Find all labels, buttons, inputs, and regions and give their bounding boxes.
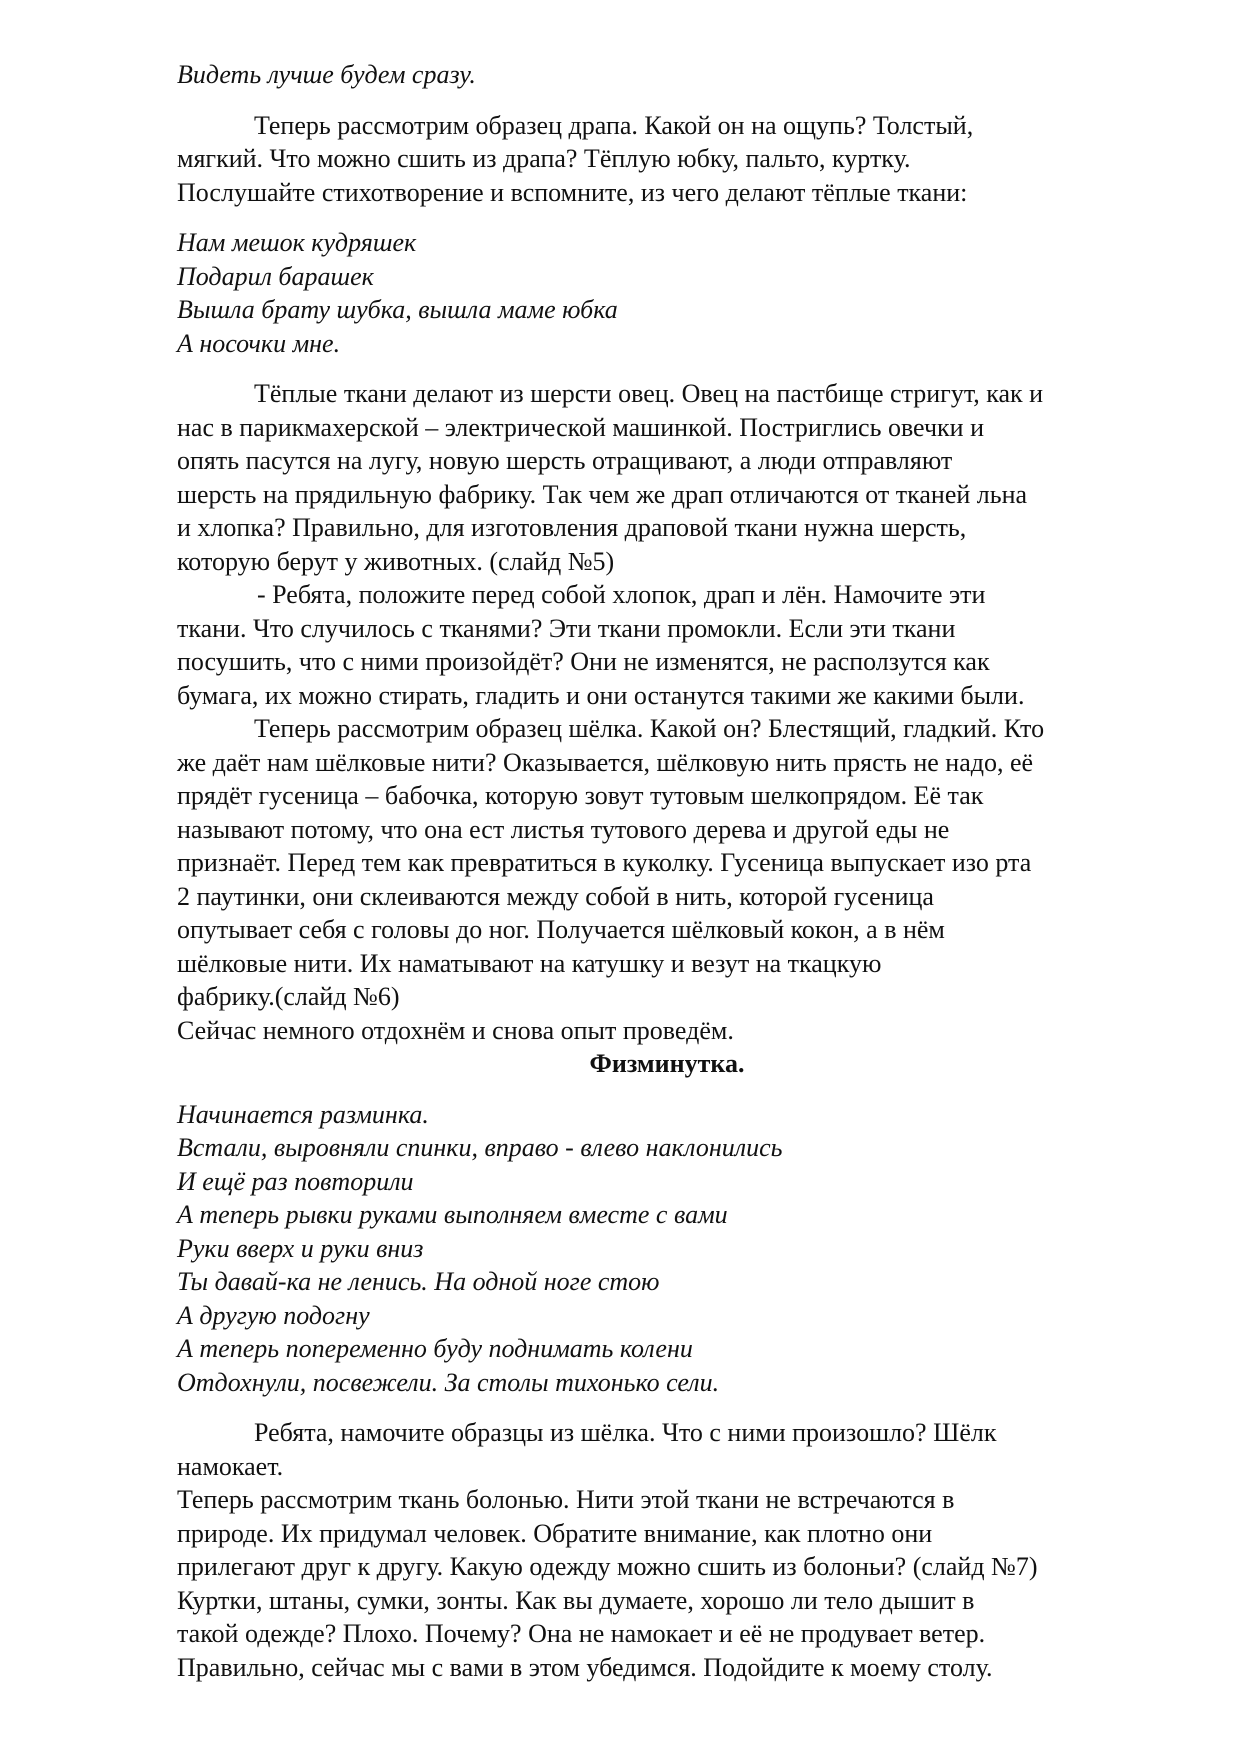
text-line: Куртки, штаны, сумки, зонты. Как вы думаете, хорошо ли тело дышит в	[177, 1585, 975, 1615]
text-line: Правильно, сейчас мы с вами в этом убедимся. Подойдите к моему столу.	[177, 1652, 993, 1682]
paragraph-gap	[177, 209, 1157, 226]
text-line: Видеть лучше будем сразу.	[177, 60, 476, 89]
paragraph-gap	[177, 360, 1157, 377]
text-line: прядёт гусеница – бабочка, которую зовут тутовым шелкопрядом. Её так	[177, 781, 984, 810]
text-line: Теперь рассмотрим образец драпа. Какой он на ощупь? Толстый,	[254, 110, 974, 140]
text-line: мягкий. Что можно сшить из драпа? Тёплую юбку, пальто, куртку.	[177, 144, 911, 173]
text-line: шёлковые нити. Их наматывают на катушку и везут на ткацкую	[177, 948, 882, 978]
text-line: - Ребята, положите перед собой хлопок, драп и лён. Намочите эти	[257, 580, 986, 609]
text-line: Послушайте стихотворение и вспомните, из чего делают тёплые ткани:	[177, 177, 968, 207]
poem-line: Подарил барашек	[177, 261, 374, 291]
poem-line: Нам мешок кудряшек	[177, 228, 417, 257]
exercise-poem	[177, 1098, 1157, 1400]
paragraph-gap	[177, 1399, 1157, 1416]
text-line: прилегают друг к другу. Какую одежду можно сшить из болоньи? (слайд №7)	[177, 1552, 1038, 1581]
text-line: Ребята, намочите образцы из шёлка. Что с ними произошло? Шёлк	[254, 1418, 997, 1447]
text-line: которую берут у животных. (слайд №5)	[177, 546, 615, 576]
paragraph-experiment	[177, 578, 1157, 712]
poem-line: Отдохнули, посвежели. За столы тихонько сели.	[177, 1367, 720, 1397]
text-line: Теперь рассмотрим ткань болонью. Нити этой ткани не встречаются в	[177, 1485, 955, 1514]
poem-line: Начинается разминка.	[177, 1099, 429, 1129]
text-line: Теперь рассмотрим образец шёлка. Какой он? Блестящий, гладкий. Кто	[254, 714, 1045, 743]
poem-line: Вышла брату шубка, вышла маме юбка	[177, 295, 618, 324]
text-line: бумага, их можно стирать, гладить и они останутся такими же какими были.	[177, 680, 1025, 710]
text-line: Сейчас немного отдохнём и снова опыт проведём.	[177, 1015, 734, 1045]
text-line: Тёплые ткани делают из шерсти овец. Овец на пастбище стригут, как и	[254, 379, 1044, 408]
exercise-heading: Физминутка.	[589, 1049, 745, 1078]
text-line: природе. Их придумал человек. Обратите внимание, как плотно они	[177, 1518, 933, 1548]
text-line: шерсть на прядильную фабрику. Так чем же драп отличаются от тканей льна	[177, 479, 1028, 509]
poem-line: Ты давай-ка не ленись. На одной ноге стою	[177, 1267, 660, 1296]
paragraph-gap	[177, 92, 1157, 109]
text-line: ткани. Что случилось с тканями? Эти ткани промокли. Если эти ткани	[177, 613, 956, 643]
paragraph-bolonya	[177, 1416, 1157, 1684]
text-line: признаёт. Перед тем как превратиться в куколку. Гусеница выпускает изо рта	[177, 848, 1032, 877]
text-line: нас в парикмахерской – электрической машинкой. Постриглись овечки и	[177, 412, 984, 442]
text-line: опять пасутся на лугу, новую шерсть отращивают, а люди отправляют	[177, 446, 953, 475]
poem-line: А теперь рывки руками выполняем вместе с вами	[177, 1200, 728, 1229]
text-line: посушить, что с ними произойдёт? Они не изменятся, не расползутся как	[177, 647, 990, 676]
poem-line: И ещё раз повторили	[177, 1166, 414, 1196]
opening-verse-line	[177, 58, 1157, 92]
poem-line: Руки вверх и руки вниз	[177, 1233, 424, 1263]
text-line: такой одежде? Плохо. Почему? Она не намокает и её не продувает ветер.	[177, 1619, 986, 1648]
text-line: и хлопка? Правильно, для изготовления драповой ткани нужна шерсть,	[177, 513, 967, 542]
poem-line: А другую подогну	[177, 1300, 370, 1330]
poem-line: Встали, выровняли спинки, вправо - влево наклонились	[177, 1133, 783, 1162]
paragraph-drap	[177, 109, 1157, 210]
text-line: опутывает себя с головы до ног. Получается шёлковый кокон, а в нём	[177, 915, 945, 944]
text-line: же даёт нам шёлковые нити? Оказывается, шёлковую нить прясть не надо, её	[177, 747, 1034, 777]
paragraph-wool	[177, 377, 1157, 578]
poem-line: А носочки мне.	[177, 328, 341, 358]
poem-lamb	[177, 226, 1157, 360]
document-page	[177, 58, 1157, 1684]
poem-line: А теперь попеременно буду поднимать колени	[177, 1334, 693, 1363]
paragraph-gap	[177, 1081, 1157, 1098]
paragraph-silk	[177, 712, 1157, 1047]
text-line: 2 паутинки, они склеиваются между собой в нить, которой гусеница	[177, 881, 934, 911]
text-line: намокает.	[177, 1451, 284, 1481]
text-line: называют потому, что она ест листья тутового дерева и другой еды не	[177, 814, 950, 844]
text-line: фабрику.(слайд №6)	[177, 982, 400, 1011]
